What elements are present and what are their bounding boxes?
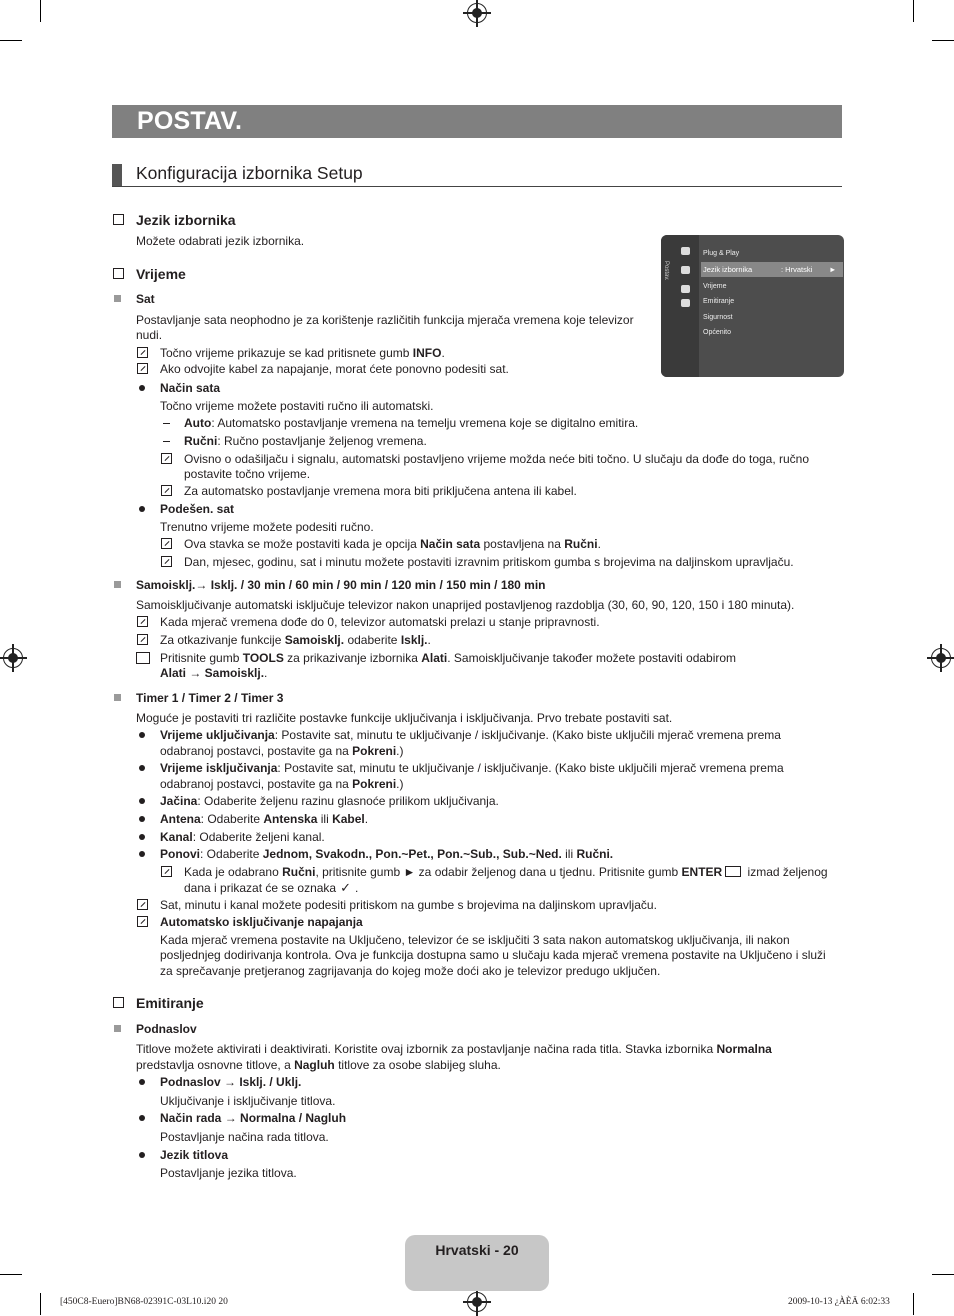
crop-mark — [40, 1293, 41, 1315]
crop-mark — [913, 0, 914, 22]
note-icon — [161, 556, 172, 567]
note-text: Za otkazivanje funkcije Samoisklj. odaberite Isklj.. — [160, 633, 431, 647]
note-text: za sprečavanje pretjeranog zagrijavanja do kojeg može doći ako je televizor predugo uključen. — [160, 964, 661, 978]
note-text: dana i prikazat će se oznaka ✓ . — [184, 880, 359, 895]
tools-text: Alati → Samoisklj.. — [160, 666, 268, 680]
bullet-icon — [139, 732, 145, 738]
section-divider — [112, 186, 842, 187]
timer-ukl: Vrijeme uključivanja: Postavite sat, minutu te uključivanje / isključivanje. (Kako biste uključili mjerač vremena prema — [160, 728, 781, 742]
picture-icon — [681, 247, 690, 255]
podesen-desc: Trenutno vrijeme možete podesiti ručno. — [160, 520, 374, 534]
heading-vrijeme: Vrijeme — [136, 266, 186, 282]
crop-mark — [40, 0, 41, 22]
heading-sat: Sat — [136, 292, 155, 306]
item-jezik-titlova: Jezik titlova — [160, 1148, 229, 1162]
crop-mark — [913, 1293, 914, 1315]
timer-jacina: Jačina: Odaberite željenu razinu glasnoće prilikom uključivanja. — [160, 794, 499, 808]
heading-nacin-sata: Način sata — [160, 381, 221, 395]
registration-mark-icon — [3, 648, 23, 668]
rucni-text: Ručni: Ručno postavljanje željenog vremena. — [184, 434, 427, 448]
registration-mark-icon — [931, 648, 951, 668]
note-icon — [137, 916, 148, 927]
bullet-icon — [139, 765, 145, 771]
timer-iskl: odabranoj postavci, postavite ga na Pokreni.) — [160, 777, 404, 791]
heading-podesen-sat: Podešen. sat — [160, 502, 235, 516]
timer-antena: Antena: Odaberite Antenska ili Kabel. — [160, 812, 369, 826]
osd-item-opcenito[interactable]: Općenito — [703, 329, 732, 336]
bullet-icon — [139, 1115, 145, 1121]
note-icon — [161, 485, 172, 496]
osd-side-label: Postav. — [663, 261, 669, 281]
heading-emitiranje: Emitiranje — [136, 995, 204, 1011]
note-icon — [137, 634, 148, 645]
jezik-desc: Možete odabrati jezik izbornika. — [136, 234, 305, 248]
checkbox-bullet-icon — [113, 997, 124, 1008]
timer-iskl: Vrijeme isključivanja: Postavite sat, minutu te uključivanje / isključivanje. (Kako biste uključili mjerač vremena prema — [160, 761, 784, 775]
note-icon — [137, 363, 148, 374]
note-text: Kada je odabrano Ručni, pritisnite gumb ► za odabir željenog dana u tjednu. Pritisnite gumb ENTER izmad željenog — [184, 865, 828, 879]
checkmark-icon: ✓ — [340, 880, 351, 895]
crop-mark — [0, 40, 22, 41]
square-bullet-icon — [114, 581, 121, 588]
item-desc: Uključivanje i isključivanje titlova. — [160, 1094, 336, 1108]
note-icon — [137, 899, 148, 910]
note-icon — [137, 616, 148, 627]
note-text: Ovisno o odašiljaču i signalu, automatski postavljeno vrijeme možda neće biti točno. U slučaju da dođe do toga, ručno — [184, 452, 810, 466]
osd-item-sigurnost[interactable]: Sigurnost — [703, 314, 733, 321]
arrow-right-icon: ► — [829, 265, 837, 274]
note-text: Točno vrijeme prikazuje se kad pritisnete gumb INFO. — [160, 346, 445, 360]
note-text: Kada mjerač vremena dođe do 0, televizor automatski prelazi u stanje pripravnosti. — [160, 615, 600, 629]
page-number: Hrvatski - 20 — [435, 1242, 519, 1258]
podnaslov-desc: predstavlja osnovne titlove, a Nagluh titlove za osobe slabijeg sluha. — [136, 1058, 501, 1072]
timer-ponovi: Ponovi: Odaberite Jednom, Svakodn., Pon.~Pet., Pon.~Sub., Sub.~Ned. ili Ručni. — [160, 847, 614, 861]
heading-timer: Timer 1 / Timer 2 / Timer 3 — [136, 691, 284, 705]
chapter-title: POSTAV. — [137, 107, 243, 135]
tools-icon — [136, 652, 150, 664]
osd-item-jezik-selected[interactable] — [701, 262, 843, 277]
note-icon — [137, 347, 148, 358]
section-marker — [112, 164, 122, 186]
osd-item-plug-play[interactable]: Plug & Play — [703, 250, 740, 257]
checkbox-bullet-icon — [113, 268, 124, 279]
dash-bullet — [163, 423, 170, 424]
nacin-desc: Točno vrijeme možete postaviti ručno ili automatski. — [160, 399, 434, 413]
osd-sidebar — [661, 235, 699, 377]
tv-setup-menu — [661, 235, 844, 377]
print-info-right: 2009-10-13 ¿ÀÈÄ 6:02:33 — [788, 1297, 890, 1307]
tools-text: Pritisnite gumb TOOLS za prikazivanje izbornika Alati. Samoisključivanje također možete postaviti odabirom — [160, 651, 737, 665]
input-icon — [681, 299, 690, 307]
item-nacin-rada: Način rada → Normalna / Nagluh — [160, 1111, 347, 1125]
note-text: postavite točno vrijeme. — [184, 467, 311, 481]
chapter-banner — [112, 105, 842, 138]
crop-mark — [932, 1274, 954, 1275]
bullet-icon — [139, 851, 145, 857]
timer-kanal: Kanal: Odaberite željeni kanal. — [160, 830, 325, 844]
note-text: Za automatsko postavljanje vremena mora biti priključena antena ili kabel. — [184, 484, 577, 498]
gear-icon — [681, 266, 690, 274]
bullet-icon — [139, 798, 145, 804]
samoisklj-desc: Samoisključivanje automatski isključuje televizor nakon unaprijed postavljenog razdoblja (30, 60, 90, 120, 150 i 180 minuta). — [136, 598, 795, 612]
bullet-icon — [139, 1152, 145, 1158]
note-heading: Automatsko isključivanje napajanja — [160, 915, 363, 929]
heading-podnaslov: Podnaslov — [136, 1022, 197, 1036]
square-bullet-icon — [114, 295, 121, 302]
note-text: Sat, minutu i kanal možete podesiti pritiskom na gumbe s brojevima na daljinskom upravljaču. — [160, 898, 657, 912]
note-text: Kada mjerač vremena postavite na Uključeno, televizor će se isključiti 3 sata nakon automatskog uključivanja, ili nakon — [160, 933, 790, 947]
heading-jezik: Jezik izbornika — [136, 212, 236, 228]
note-text: posljednjeg dodirivanja kontrola. Ova je funkcija dostupna samo u slučaju kada mjerač vremena postavite na Uključeno i služi — [160, 948, 826, 962]
channel-icon — [681, 285, 690, 293]
osd-item-label: Jezik izbornika — [703, 265, 753, 274]
square-bullet-icon — [114, 1025, 121, 1032]
heading-samoisklj: Samoisklj.→ Isklj. / 30 min / 60 min / 90 min / 120 min / 150 min / 180 min — [136, 578, 546, 592]
note-text: Dan, mjesec, godinu, sat i minutu možete postaviti izravnim pritiskom gumba s brojevima na daljinskom upravljaču. — [184, 555, 794, 569]
sat-desc: Postavljanje sata neophodno je za korištenje različitih funkcija mjerača vremena koje televizor — [136, 313, 634, 327]
auto-text: Auto: Automatsko postavljanje vremena na temelju vremena koje se digitalno emitira. — [184, 416, 639, 430]
item-desc: Postavljanje načina rada titlova. — [160, 1130, 329, 1144]
osd-item-emitiranje[interactable]: Emitiranje — [703, 298, 735, 305]
square-bullet-icon — [114, 694, 121, 701]
page-footer — [405, 1235, 549, 1291]
crop-mark — [932, 40, 954, 41]
registration-mark-icon — [467, 3, 487, 23]
bullet-icon — [139, 816, 145, 822]
item-podnaslov: Podnaslov → Isklj. / Uklj. — [160, 1075, 302, 1089]
print-info-left: [450C8-Euero]BN68-02391C-03L10.i20 20 — [60, 1297, 228, 1307]
note-icon — [161, 866, 172, 877]
bullet-icon — [139, 834, 145, 840]
timer-desc: Moguće je postaviti tri različite postavke funkcije uključivanja i isključivanja. Prvo trebate postaviti sat. — [136, 711, 673, 725]
osd-item-value: : Hrvatski — [781, 265, 813, 274]
sat-desc: nudi. — [136, 328, 163, 342]
enter-icon — [725, 866, 741, 877]
section-title: Konfiguracija izbornika Setup — [136, 163, 363, 183]
timer-ukl: odabranoj postavci, postavite ga na Pokreni.) — [160, 744, 404, 758]
note-text: Ako odvojite kabel za napajanje, morat ćete ponovno podesiti sat. — [160, 362, 509, 376]
bullet-icon — [139, 1079, 145, 1085]
note-icon — [161, 453, 172, 464]
item-desc: Postavljanje jezika titlova. — [160, 1166, 297, 1180]
dash-bullet — [163, 441, 170, 442]
bullet-icon — [139, 506, 145, 512]
podnaslov-desc: Titlove možete aktivirati i deaktivirati. Koristite ovaj izbornik za postavljanje načina rada titla. Stavka izbornika Normalna — [136, 1042, 772, 1056]
bullet-icon — [139, 385, 145, 391]
registration-mark-icon — [467, 1292, 487, 1312]
osd-item-vrijeme[interactable]: Vrijeme — [703, 283, 727, 290]
checkbox-bullet-icon — [113, 214, 124, 225]
crop-mark — [0, 1274, 22, 1275]
note-text: Ova stavka se može postaviti kada je opcija Način sata postavljena na Ručni. — [184, 537, 601, 551]
note-icon — [161, 538, 172, 549]
